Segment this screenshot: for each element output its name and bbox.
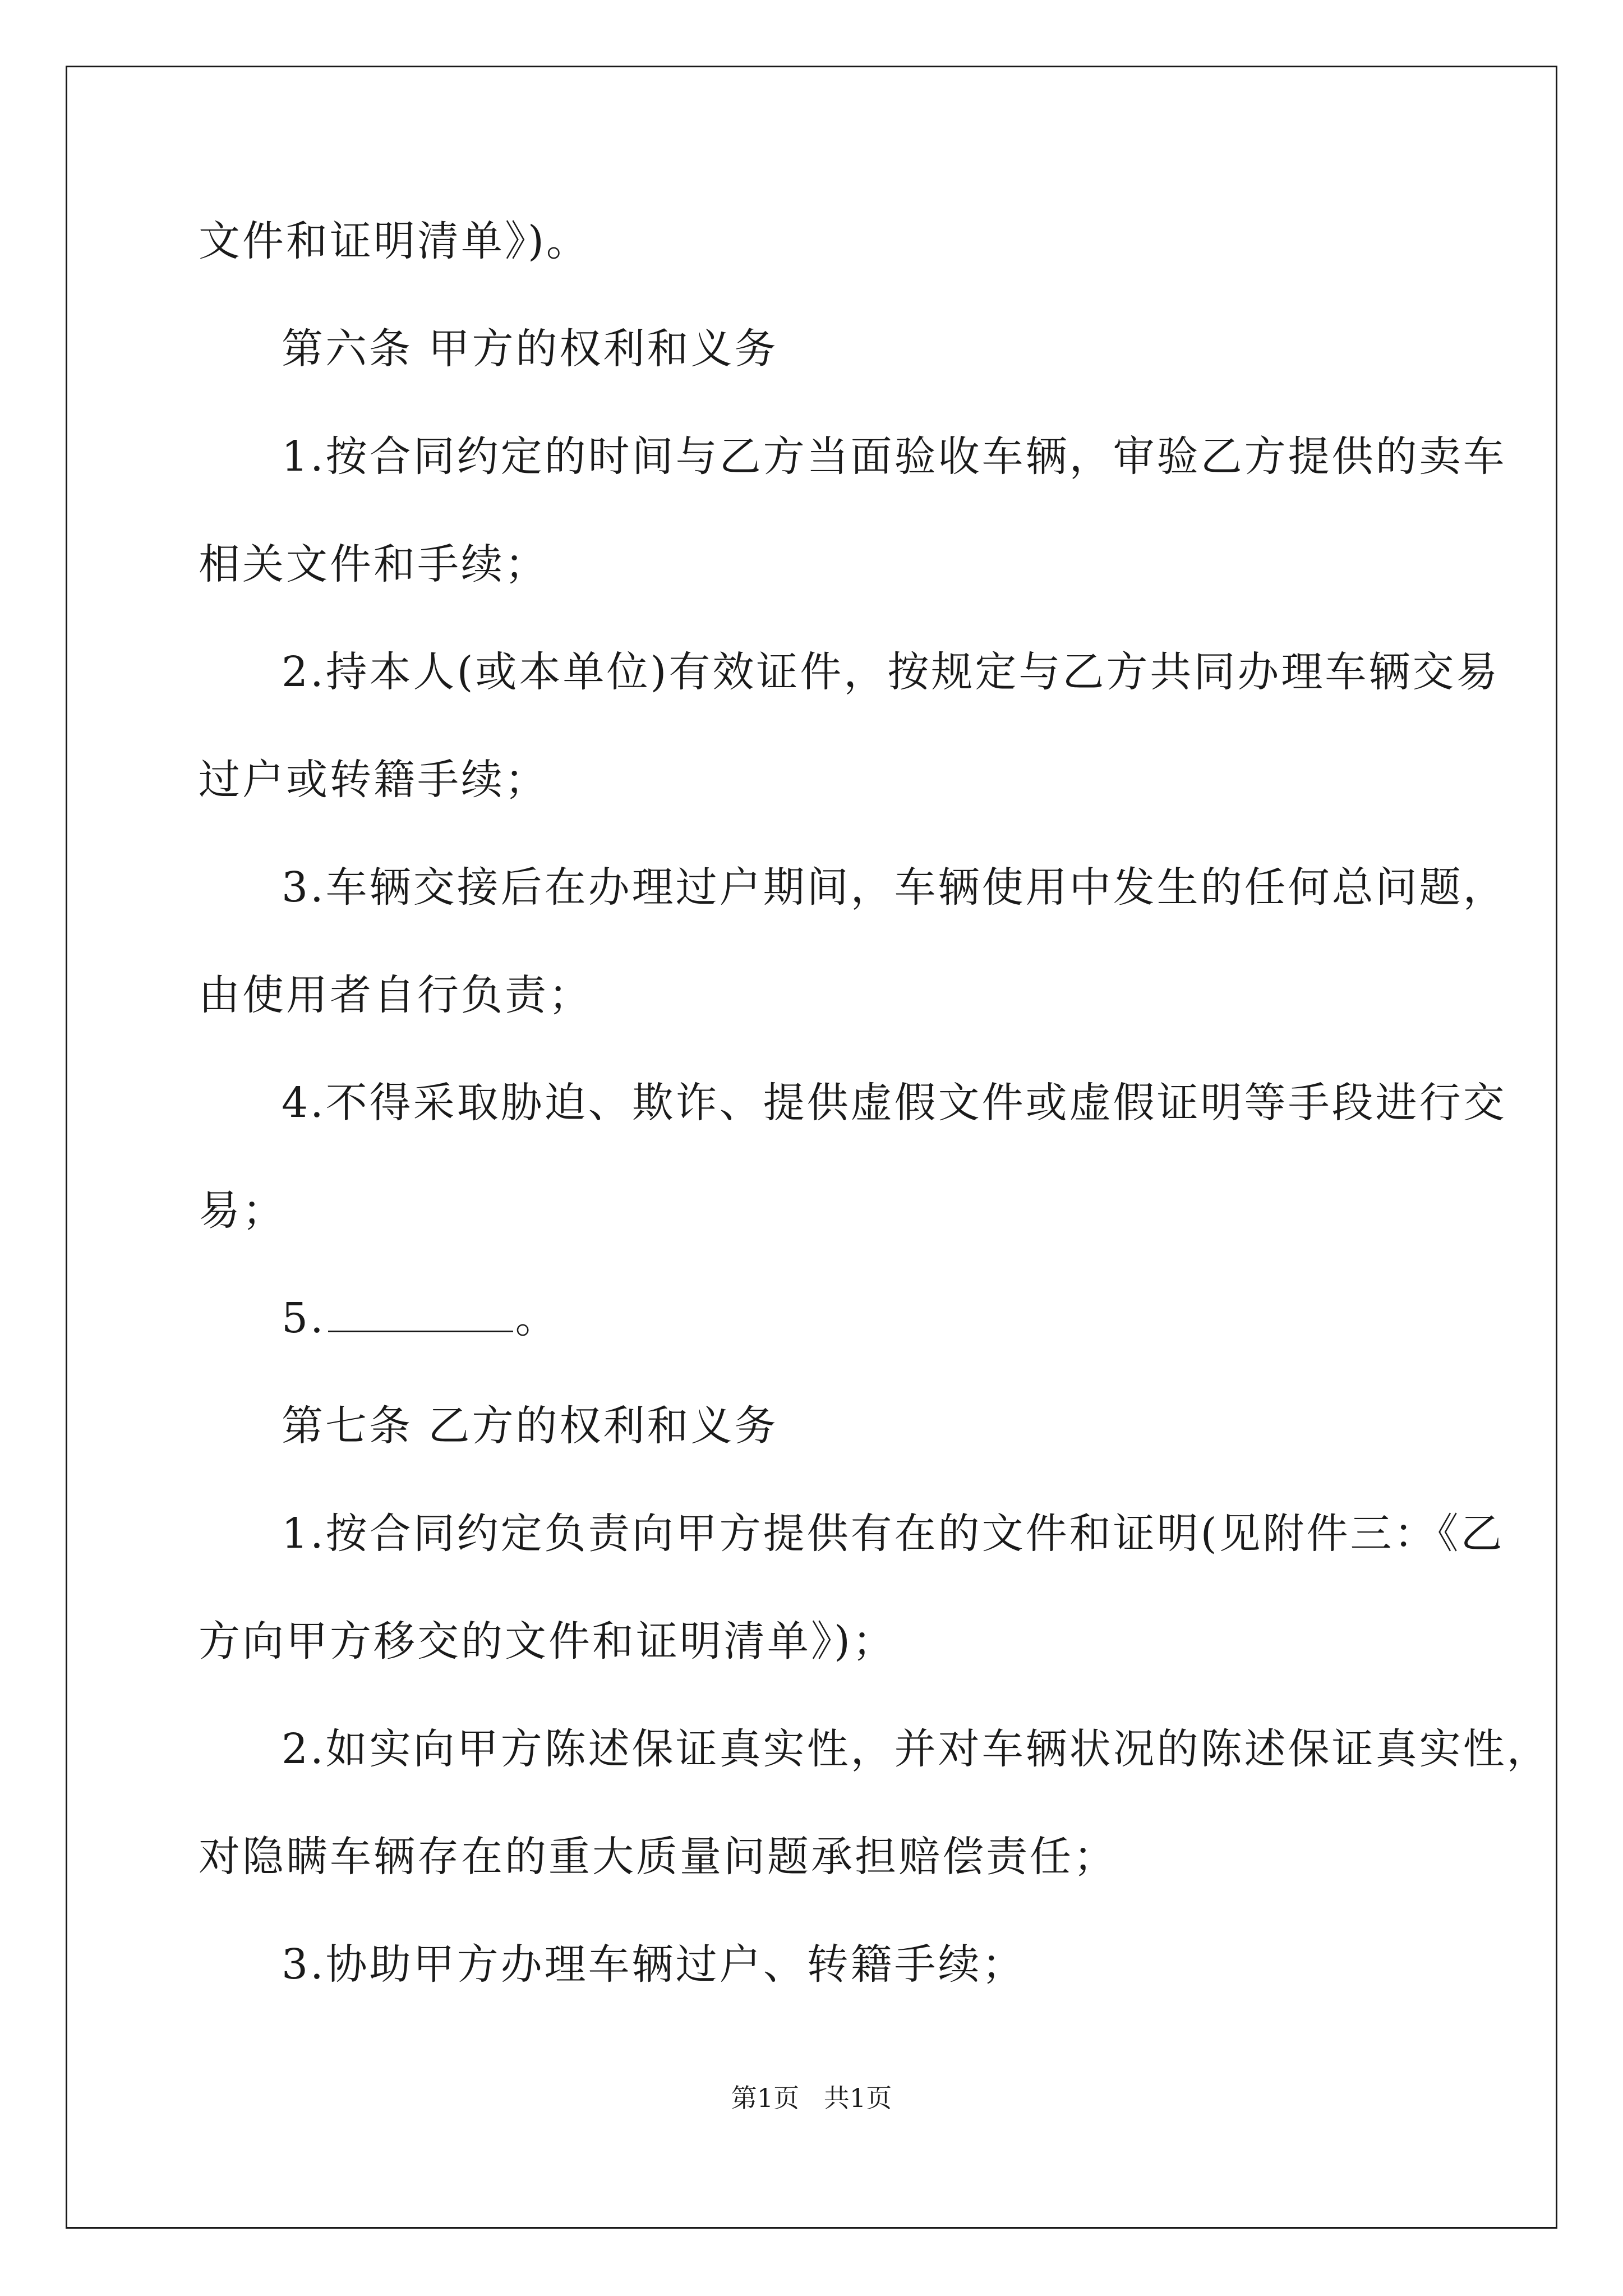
page-border — [66, 66, 1557, 2229]
section-heading-article-7: 第七条 乙方的权利和义务 — [282, 1402, 778, 1450]
section-heading-article-6: 第六条 甲方的权利和义务 — [282, 325, 778, 373]
text-line: 相关文件和手续； — [199, 540, 548, 588]
text-line: 由使用者自行负责； — [199, 971, 592, 1019]
fill-in-line — [282, 1290, 559, 1346]
text-line: 4.不得采取胁迫、欺诈、提供虚假文件或虚假证明等手段进行交 — [282, 1079, 1507, 1127]
text-line: 1.按合同约定的时间与乙方当面验收车辆，审验乙方提供的卖车 — [282, 432, 1507, 481]
text-line: 易； — [199, 1186, 286, 1235]
line-end: 。 — [515, 1294, 559, 1342]
text-line: 2.如实向甲方陈述保证真实性，并对车辆状况的陈述保证真实性， — [282, 1725, 1551, 1773]
blank-field — [328, 1296, 513, 1332]
text-line: 3.车辆交接后在办理过户期间，车辆使用中发生的任何总问题， — [282, 863, 1507, 912]
text-line: 2.持本人(或本单位)有效证件，按规定与乙方共同办理车辆交易 — [282, 648, 1500, 696]
text-line: 3.协助甲方办理车辆过户、转籍手续； — [282, 1940, 1026, 1989]
text-line: 过户或转籍手续； — [199, 756, 548, 804]
text-line: 文件和证明清单》)。 — [199, 217, 590, 265]
text-line: 对隐瞒车辆存在的重大质量问题承担赔偿责任； — [199, 1833, 1117, 1881]
page-footer: 第1页 共1页 — [731, 2083, 892, 2113]
item-number: 5. — [282, 1294, 326, 1342]
text-line: 1.按合同约定负责向甲方提供有在的文件和证明(见附件三：《乙 — [282, 1510, 1505, 1558]
text-line: 方向甲方移交的文件和证明清单》)； — [199, 1617, 896, 1665]
